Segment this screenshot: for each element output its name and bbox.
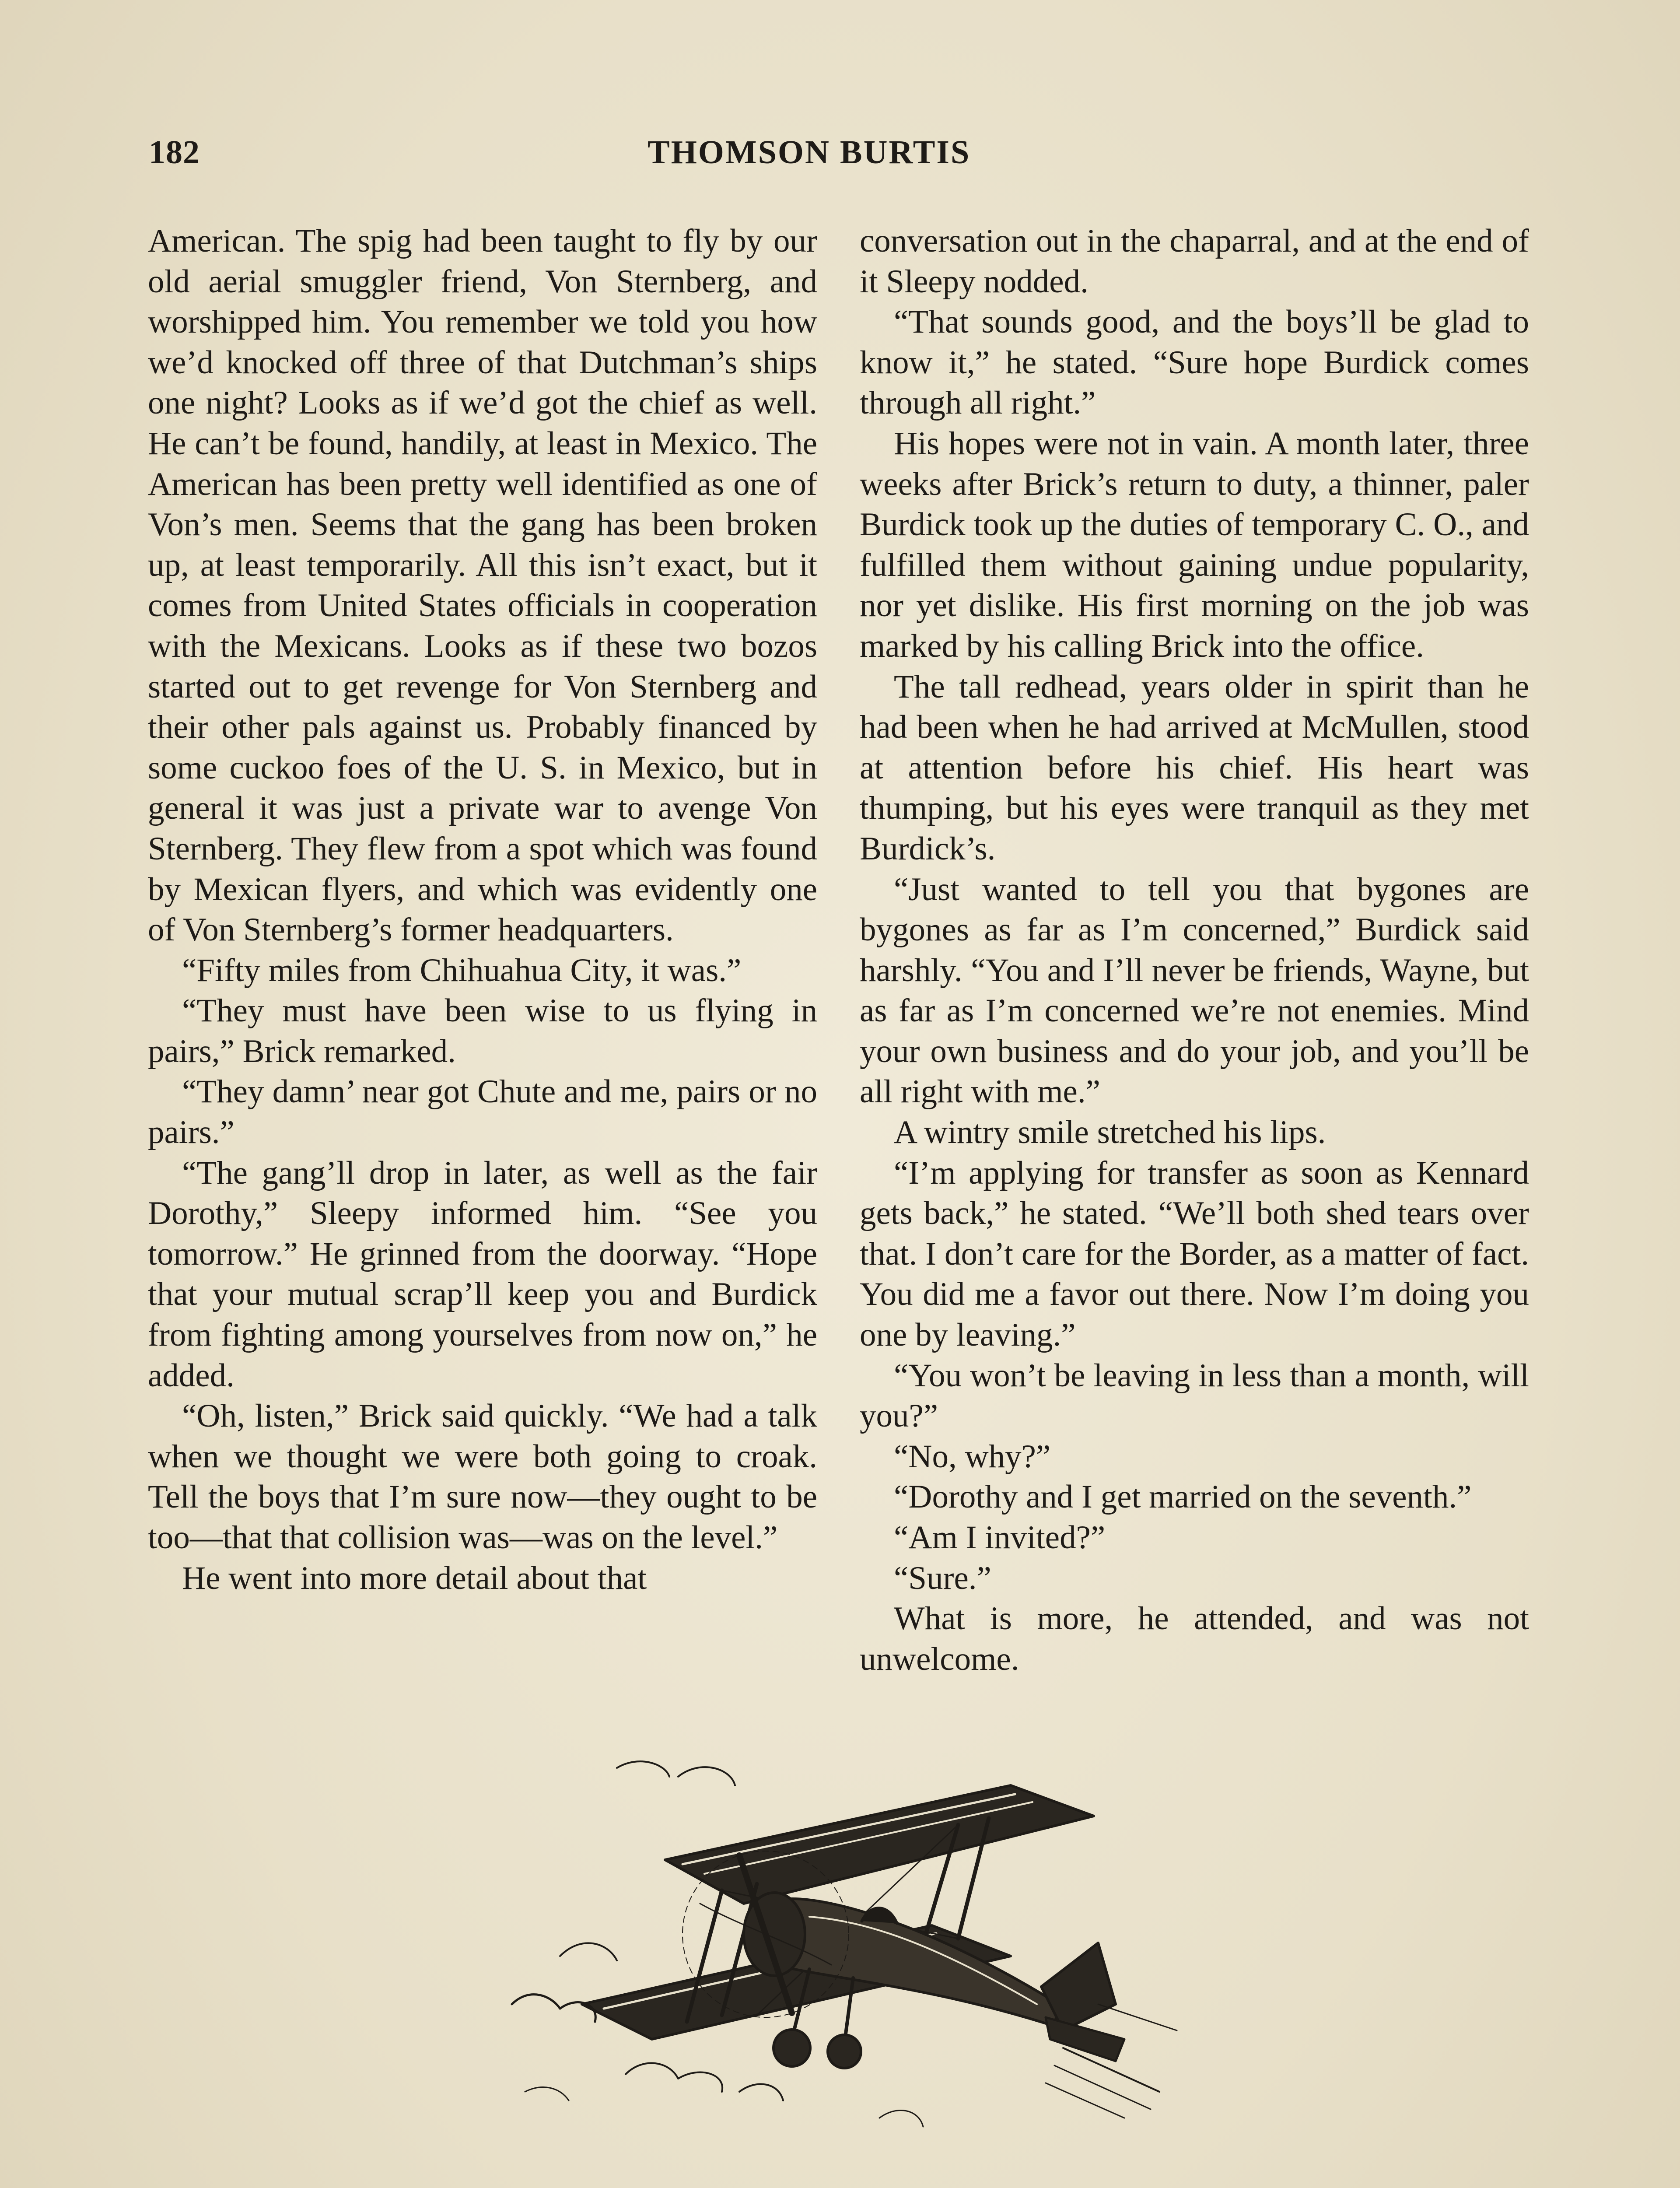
biplane-illustration — [494, 1759, 1186, 2188]
paragraph: What is more, he attended, and was not unwelcome. — [860, 1600, 1529, 1677]
paragraph: “They must have been wise to us flying in pairs,” Brick remarked. — [148, 992, 817, 1069]
paragraph: “Dorothy and I get married on the seventh.” — [894, 1479, 1472, 1515]
paragraph: “No, why?” — [894, 1438, 1051, 1475]
left-column — [148, 221, 817, 1599]
paragraph: “Am I invited?” — [894, 1519, 1106, 1556]
running-head: THOMSON BURTIS — [648, 134, 971, 171]
paragraph: His hopes were not in vain. A month later, three weeks after Brick’s return to duty, a thinner, paler Burdick took up the duties of temporary C. O., and fulfilled them without gaining undue popularity, nor yet dislike. His first morning on the job was marked by his calling Brick into the office. — [860, 425, 1529, 664]
paragraph: “Just wanted to tell you that bygones are bygones as far as I’m concerned,” Burdick said harshly. “You and I’ll never be friends, Wayne, but as far as I’m concerned we’re not enemies. Mind your own business and do your job, and you’ll be all right with me.” — [860, 871, 1529, 1110]
paragraph: conversation out in the chaparral, and at the end of it Sleepy nodded. — [860, 223, 1529, 300]
paragraph: He went into more detail about that — [182, 1560, 647, 1596]
paragraph: “Fifty miles from Chihuahua City, it was.” — [182, 952, 742, 989]
paragraph: “Sure.” — [894, 1560, 991, 1596]
page-number: 182 — [149, 134, 200, 171]
paragraph: “That sounds good, and the boys’ll be glad to know it,” he stated. “Sure hope Burdick comes through all right.” — [860, 304, 1529, 421]
paragraph: “Oh, listen,” Brick said quickly. “We had a talk when we thought we were both going to croak. Tell the boys that I’m sure now—they ought to be too—that that collision was—was on the level.” — [148, 1398, 817, 1556]
paragraph: A wintry smile stretched his lips. — [894, 1114, 1326, 1151]
paragraph: American. The spig had been taught to fly by our old aerial smuggler friend, Von Sternberg, and worshipped him. You remember we told you how we’d knocked off three of that Dutchman’s ships one night? Looks as if we’d got the chief as well. He can’t be found, handily, at least in Mexico. The American has been pretty well identified as one of Von’s men. Seems that the gang has been broken up, at least temporarily. All this isn’t exact, but it comes from United States officials in cooperation with the Mexicans. Looks as if these two bozos started out to get revenge for Von Sternberg and their other pals against us. Probably financed by some cuckoo foes of the U. S. in Mexico, but in general it was just a private war to avenge Von Sternberg. They flew from a spot which was found by Mexican flyers, and which was evidently one of Von Sternberg’s former headquarters. — [148, 223, 817, 948]
paragraph: “The gang’ll drop in later, as well as the fair Dorothy,” Sleepy informed him. “See you tomorrow.” He grinned from the doorway. “Hope that your mutual scrap’ll keep you and Burdick from fighting among yourselves from now on,” he added. — [148, 1154, 817, 1394]
paragraph: The tall redhead, years older in spirit than he had been when he had arrived at McMullen, stood at attention before his chief. His heart was thumping, but his eyes were tranquil as they met Burdick’s. — [860, 668, 1529, 867]
right-column — [860, 221, 1529, 1680]
paragraph: “I’m applying for transfer as soon as Kennard gets back,” he stated. “We’ll both shed tears over that. I don’t care for the Border, as a matter of fact. You did me a favor out there. Now I’m doing you one by leaving.” — [860, 1154, 1529, 1353]
paragraph: “You won’t be leaving in less than a month, will you?” — [860, 1357, 1529, 1434]
paragraph: “They damn’ near got Chute and me, pairs or no pairs.” — [148, 1073, 817, 1151]
